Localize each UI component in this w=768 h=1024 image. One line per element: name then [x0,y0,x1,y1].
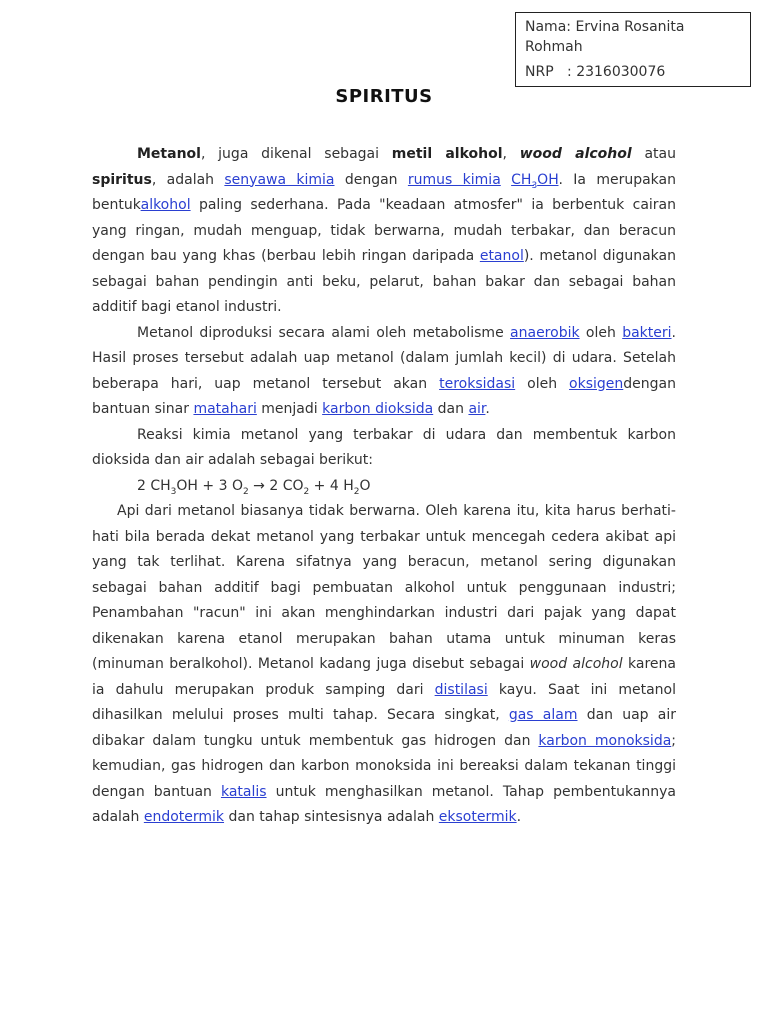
link-katalis[interactable]: katalis [220,783,267,800]
formula-ch: CH [511,171,532,188]
link-eksotermik[interactable]: eksotermik [438,809,517,825]
text-span: dengan [334,171,408,188]
text-span: , [502,146,520,162]
text-span: , juga dikenal sebagai [200,146,392,162]
text-span: . Ia merupakan bentuk [92,171,676,213]
term-metanol: Metanol [137,146,201,162]
text-span [501,172,511,188]
link-teroksidasi[interactable]: teroksidasi [439,375,516,392]
link-gas-alam[interactable]: gas alam [508,707,578,723]
term-wood-alcohol: wood alcohol [519,146,632,162]
text-span: 2 [303,486,310,497]
link-karbon-monoksida[interactable]: karbon monoksida [538,732,672,749]
link-etanol[interactable]: etanol [479,248,524,264]
term-spiritus: spiritus [92,171,152,188]
text-span: Api dari metanol biasanya tidak berwarna. Oleh karena itu, kita harus berhati-hati bila berada dekat metanol yang terbakar untuk mencegah cedera akibat api yang tak terlihat. Karena sifatnya yang beracun, metanol sering digunakan sebagai bahan additif bagi pembuatan alkohol untuk penggunaan industri; Penambahan "racun" ini akan menghindarkan industri dari pajak yang dapat dikenakan karena etanol merupakan bahan utama untuk minuman keras (minuman beralkohol). Metanol kadang juga disebut sebagai [92,503,676,672]
paragraph-3: Reaksi kimia metanol yang terbakar di udara dan membentuk karbon dioksida dan air adalah sebagai berikut: [92,426,676,468]
document-title: SPIRITUS [335,86,433,107]
link-senyawa-kimia[interactable]: senyawa kimia [224,171,335,188]
name-label: Nama [525,19,567,35]
document-body [92,142,676,831]
link-air[interactable]: air [468,401,486,417]
link-anaerobik[interactable]: anaerobik [510,324,580,341]
nrp-separator: : [553,64,577,80]
name-row [525,17,741,37]
nrp-value: 2316030076 [576,64,666,80]
text-span: OH + 3 O [176,477,243,494]
term-wood-alcohol-2: wood alcohol [529,656,623,672]
text-span: . [516,809,522,825]
link-distilasi[interactable]: distilasi [434,681,488,698]
text-span: atau [631,146,676,162]
text-span: → 2 CO [248,477,304,494]
text-span: O [359,477,371,494]
text-span: , adalah [151,171,225,188]
link-karbon-dioksida[interactable]: karbon dioksida [322,401,434,417]
text-span: ). metanol digunakan sebagai bahan pendingin anti beku, pelarut, bahan bakar dan sebagai bahan additif bagi etanol industri. [92,248,676,315]
text-span: 2 CH [137,477,171,494]
text-span: karena ia dahulu merupakan produk samping dari [92,656,676,698]
link-rumus-kimia[interactable]: rumus kimia [407,171,501,188]
link-oksigen[interactable]: oksigen [569,375,624,392]
text-span: dan [433,401,469,417]
name-row-continued [525,37,741,57]
text-span: dan uap air dibakar dalam tungku untuk membentuk gas hidrogen dan [92,707,676,749]
student-info-box [515,12,751,87]
text-span: oleh [579,324,623,341]
paragraph-1 [92,142,676,321]
link-formula-ch3oh[interactable] [511,171,559,191]
text-span: oleh [515,375,570,392]
term-metil-alkohol: metil alkohol [391,146,503,162]
paragraph-4 [92,499,676,831]
text-span: . Hasil proses tersebut adalah uap metanol (dalam jumlah kecil) di udara. Setelah beberapa hari, uap metanol tersebut akan [92,324,676,392]
text-span: + 4 H [309,477,354,494]
name-separator: : [566,19,576,35]
text-span: 2 [353,486,360,497]
text-span: 3 [170,486,177,497]
text-span: dengan bantuan sinar [92,375,676,417]
text-span: 2 [242,486,249,497]
link-bakteri[interactable]: bakteri [622,324,672,341]
text-span: paling sederhana. Pada "keadaan atmosfer" ia berbentuk cairan yang ringan, mudah menguap, tidak berwarna, mudah terbakar, dan beracun dengan bau yang khas (berbau lebih ringan daripada [92,197,676,264]
name-value-continued: Rohmah [525,39,583,55]
link-matahari[interactable]: matahari [193,401,257,417]
name-value: Ervina Rosanita [575,19,685,35]
formula-subscript: 3 [531,180,538,191]
formula-oh: OH [537,171,559,188]
link-alkohol[interactable]: alkohol [140,197,191,213]
text-span: Metanol diproduksi secara alami oleh metabolisme [137,324,511,341]
text-span: ; kemudian, gas hidrogen dan karbon monoksida ini bereaksi dalam tekanan tinggi dengan bantuan [92,732,676,800]
text-span: untuk menghasilkan metanol. Tahap pembentukannya adalah [92,783,676,825]
link-endotermik[interactable]: endotermik [143,809,225,825]
combustion-equation [92,474,676,500]
text-span: . [485,401,490,417]
text-span: dan tahap sintesisnya adalah [224,809,439,825]
nrp-row [525,62,741,82]
paragraph-2 [92,321,676,423]
text-span: menjadi [256,401,323,417]
nrp-label: NRP [525,64,554,80]
text-span: kayu. Saat ini metanol dihasilkan melului proses multi tahap. Secara singkat, [92,681,677,723]
